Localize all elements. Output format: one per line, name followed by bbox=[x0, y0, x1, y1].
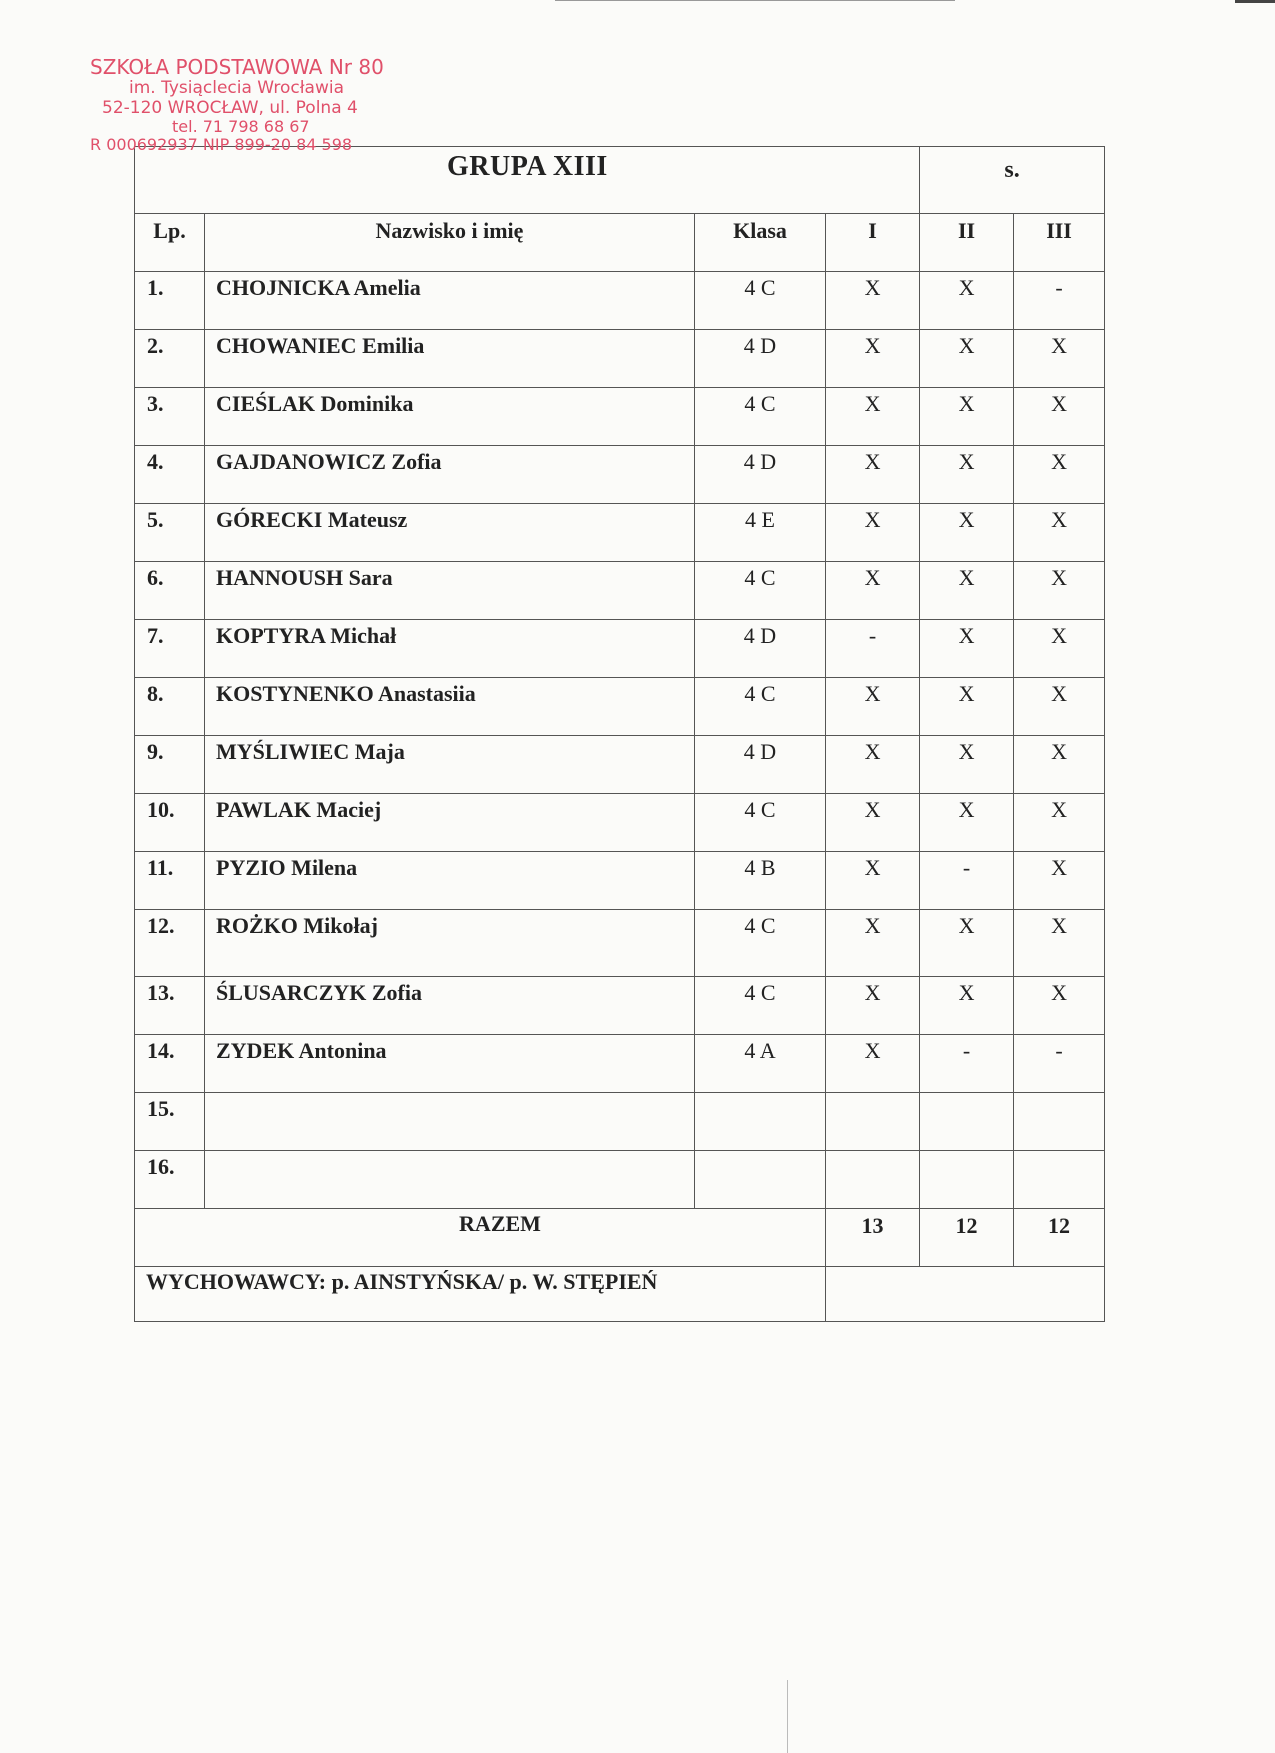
student-name-cell bbox=[205, 736, 695, 794]
table-row bbox=[135, 272, 1105, 330]
mark-ii: X bbox=[958, 333, 975, 358]
class-cell: 4 E bbox=[745, 507, 775, 532]
row-number: 9. bbox=[147, 739, 164, 764]
class-cell: 4 D bbox=[743, 739, 777, 764]
row-number-cell bbox=[135, 388, 205, 446]
mark-ii-cell bbox=[920, 272, 1014, 330]
row-number-cell bbox=[135, 504, 205, 562]
mark-iii-cell bbox=[1014, 504, 1105, 562]
row-number-cell bbox=[135, 910, 205, 977]
mark-ii-cell bbox=[920, 620, 1014, 678]
mark-iii-cell bbox=[1014, 1151, 1105, 1209]
class-cell: 4 D bbox=[743, 623, 777, 648]
class-cell: 4 C bbox=[744, 681, 776, 706]
mark-ii-cell bbox=[920, 1035, 1014, 1093]
class-cell-cell bbox=[695, 1035, 826, 1093]
row-number-cell bbox=[135, 330, 205, 388]
mark-iii: X bbox=[1051, 681, 1067, 706]
mark-iii: - bbox=[1055, 1038, 1063, 1063]
student-name-cell bbox=[205, 1151, 695, 1209]
mark-i-cell bbox=[826, 977, 920, 1035]
group-table bbox=[134, 146, 1105, 1322]
class-cell-cell bbox=[695, 977, 826, 1035]
student-name: ZYDEK Antonina bbox=[216, 1038, 387, 1063]
class-cell-cell bbox=[695, 330, 826, 388]
student-name: PAWLAK Maciej bbox=[216, 797, 382, 822]
mark-ii: X bbox=[958, 681, 975, 706]
column-header-iii bbox=[1014, 214, 1105, 272]
mark-i: X bbox=[864, 507, 881, 532]
class-cell bbox=[695, 1093, 825, 1096]
mark-ii: X bbox=[958, 913, 975, 938]
mark-iii: X bbox=[1051, 739, 1067, 764]
row-number-cell bbox=[135, 977, 205, 1035]
row-number: 5. bbox=[147, 507, 164, 532]
mark-iii-cell bbox=[1014, 330, 1105, 388]
class-cell: 4 D bbox=[743, 333, 777, 358]
table-row bbox=[135, 1151, 1105, 1209]
mark-i-cell bbox=[826, 910, 920, 977]
mark-iii-cell bbox=[1014, 620, 1105, 678]
student-name: HANNOUSH Sara bbox=[216, 565, 393, 590]
mark-iii-cell bbox=[1014, 852, 1105, 910]
stamp-line-school: SZKOŁA PODSTAWOWA Nr 80 bbox=[90, 55, 384, 79]
class-cell: 4 B bbox=[744, 855, 776, 880]
mark-ii-cell bbox=[920, 562, 1014, 620]
student-name-cell bbox=[205, 272, 695, 330]
table-row bbox=[135, 388, 1105, 446]
student-name bbox=[205, 1151, 694, 1154]
mark-ii-cell bbox=[920, 504, 1014, 562]
mark-ii-cell bbox=[920, 852, 1014, 910]
mark-i-cell bbox=[826, 504, 920, 562]
class-cell: 4 D bbox=[743, 449, 777, 474]
table-row bbox=[135, 620, 1105, 678]
row-number: 16. bbox=[147, 1154, 175, 1179]
mark-iii: X bbox=[1051, 565, 1067, 590]
student-name: KOPTYRA Michał bbox=[216, 623, 397, 648]
row-number: 1. bbox=[147, 275, 164, 300]
summary-ii: 12 bbox=[955, 1213, 978, 1238]
mark-i-cell bbox=[826, 1151, 920, 1209]
row-number-cell bbox=[135, 1151, 205, 1209]
table-row bbox=[135, 1035, 1105, 1093]
scan-edge-bottom bbox=[787, 1680, 788, 1753]
table-row bbox=[135, 910, 1105, 977]
mark-i-cell bbox=[826, 794, 920, 852]
mark-i-cell bbox=[826, 678, 920, 736]
mark-i-cell bbox=[826, 852, 920, 910]
row-number-cell bbox=[135, 446, 205, 504]
mark-iii: X bbox=[1051, 797, 1067, 822]
row-number: 2. bbox=[147, 333, 164, 358]
stamp-line-ids: R 000692937 NIP 899-20 84 598 bbox=[90, 135, 353, 155]
mark-ii: X bbox=[958, 980, 975, 1005]
mark-ii-cell bbox=[920, 1151, 1014, 1209]
class-cell-cell bbox=[695, 910, 826, 977]
column-header-label: Klasa bbox=[733, 218, 787, 243]
footer-row bbox=[135, 1267, 1105, 1322]
class-cell: 4 C bbox=[744, 391, 776, 416]
mark-i: X bbox=[864, 739, 881, 764]
mark-i-cell bbox=[826, 620, 920, 678]
mark-iii-cell bbox=[1014, 1035, 1105, 1093]
column-header-label: II bbox=[957, 218, 976, 243]
table-row bbox=[135, 852, 1105, 910]
school-stamp bbox=[90, 56, 420, 155]
student-name: ŚLUSARCZYK Zofia bbox=[216, 980, 422, 1005]
column-header-label: Lp. bbox=[153, 218, 186, 243]
table-row bbox=[135, 1093, 1105, 1151]
class-cell bbox=[695, 1151, 825, 1154]
student-name-cell bbox=[205, 678, 695, 736]
class-cell: 4 C bbox=[744, 565, 776, 590]
row-number-cell bbox=[135, 620, 205, 678]
mark-iii-cell bbox=[1014, 446, 1105, 504]
mark-ii: - bbox=[962, 1038, 971, 1063]
mark-iii-cell bbox=[1014, 388, 1105, 446]
class-cell-cell bbox=[695, 446, 826, 504]
table-row bbox=[135, 678, 1105, 736]
row-number-cell bbox=[135, 794, 205, 852]
class-cell: 4 C bbox=[744, 797, 776, 822]
class-cell-cell bbox=[695, 504, 826, 562]
mark-iii-cell bbox=[1014, 562, 1105, 620]
row-number-cell bbox=[135, 736, 205, 794]
mark-ii-cell bbox=[920, 736, 1014, 794]
mark-iii: - bbox=[1055, 275, 1063, 300]
mark-i bbox=[826, 1093, 919, 1096]
mark-i: X bbox=[864, 391, 881, 416]
summary-iii-cell bbox=[1014, 1209, 1105, 1267]
student-name: MYŚLIWIEC Maja bbox=[216, 739, 405, 764]
class-cell: 4 C bbox=[744, 913, 776, 938]
group-title: GRUPA XIII bbox=[447, 151, 608, 182]
row-number: 14. bbox=[147, 1038, 175, 1063]
row-number-cell bbox=[135, 272, 205, 330]
mark-ii: X bbox=[958, 739, 975, 764]
column-header-label: III bbox=[1046, 218, 1072, 243]
student-name-cell bbox=[205, 330, 695, 388]
class-cell-cell bbox=[695, 1151, 826, 1209]
mark-iii-cell bbox=[1014, 272, 1105, 330]
teachers-label: WYCHOWAWCY: p. AINSTYŃSKA/ p. W. STĘPIEŃ bbox=[146, 1269, 658, 1294]
mark-i-cell bbox=[826, 388, 920, 446]
summary-iii: 12 bbox=[1048, 1213, 1071, 1238]
scan-mark-corner bbox=[1235, 0, 1275, 3]
mark-iii: X bbox=[1051, 855, 1067, 880]
student-name: CIEŚLAK Dominika bbox=[216, 391, 414, 416]
table-row bbox=[135, 736, 1105, 794]
student-name: GAJDANOWICZ Zofia bbox=[216, 449, 442, 474]
row-number: 10. bbox=[147, 797, 175, 822]
student-name: ROŻKO Mikołaj bbox=[216, 913, 378, 938]
class-cell-cell bbox=[695, 678, 826, 736]
student-name bbox=[205, 1093, 694, 1096]
student-name-cell bbox=[205, 504, 695, 562]
mark-iii-cell bbox=[1014, 794, 1105, 852]
column-header-label: I bbox=[868, 218, 877, 243]
mark-iii bbox=[1014, 1151, 1104, 1154]
footer-empty-cell bbox=[826, 1267, 1105, 1322]
mark-iii-cell bbox=[1014, 910, 1105, 977]
class-cell: 4 C bbox=[744, 275, 776, 300]
student-name-cell bbox=[205, 794, 695, 852]
student-name-cell bbox=[205, 977, 695, 1035]
summary-label: RAZEM bbox=[459, 1211, 541, 1236]
mark-i: X bbox=[864, 275, 881, 300]
mark-i: X bbox=[864, 333, 881, 358]
student-name-cell bbox=[205, 562, 695, 620]
mark-iii: X bbox=[1051, 913, 1067, 938]
summary-i-cell bbox=[826, 1209, 920, 1267]
mark-i: X bbox=[864, 565, 881, 590]
mark-iii-cell bbox=[1014, 678, 1105, 736]
mark-iii-cell bbox=[1014, 1093, 1105, 1151]
mark-i: - bbox=[868, 623, 877, 648]
mark-ii bbox=[920, 1093, 1013, 1096]
column-header-label: Nazwisko i imię bbox=[375, 218, 524, 243]
mark-ii: - bbox=[962, 855, 971, 880]
mark-i-cell bbox=[826, 562, 920, 620]
mark-i-cell bbox=[826, 1093, 920, 1151]
mark-i-cell bbox=[826, 330, 920, 388]
class-cell-cell bbox=[695, 852, 826, 910]
mark-ii-cell bbox=[920, 446, 1014, 504]
mark-i bbox=[826, 1151, 919, 1154]
mark-iii: X bbox=[1051, 333, 1067, 358]
student-name-cell bbox=[205, 446, 695, 504]
mark-ii-cell bbox=[920, 910, 1014, 977]
row-number: 13. bbox=[147, 980, 175, 1005]
column-header-ii bbox=[920, 214, 1014, 272]
side-cell bbox=[920, 147, 1105, 214]
mark-ii: X bbox=[958, 507, 975, 532]
row-number-cell bbox=[135, 562, 205, 620]
student-name: KOSTYNENKO Anastasiia bbox=[216, 681, 476, 706]
summary-ii-cell bbox=[920, 1209, 1014, 1267]
mark-iii bbox=[1014, 1093, 1104, 1096]
mark-iii: X bbox=[1051, 449, 1067, 474]
student-name-cell bbox=[205, 910, 695, 977]
class-cell-cell bbox=[695, 736, 826, 794]
mark-ii-cell bbox=[920, 388, 1014, 446]
table-row bbox=[135, 977, 1105, 1035]
column-header-lp bbox=[135, 214, 205, 272]
mark-i: X bbox=[864, 681, 881, 706]
student-name-cell bbox=[205, 388, 695, 446]
student-name: CHOWANIEC Emilia bbox=[216, 333, 425, 358]
row-number: 8. bbox=[147, 681, 164, 706]
mark-i: X bbox=[864, 980, 881, 1005]
table-row bbox=[135, 446, 1105, 504]
row-number: 3. bbox=[147, 391, 164, 416]
class-cell: 4 A bbox=[744, 1038, 776, 1063]
mark-ii-cell bbox=[920, 678, 1014, 736]
table-row bbox=[135, 504, 1105, 562]
mark-i: X bbox=[864, 913, 881, 938]
student-name: GÓRECKI Mateusz bbox=[216, 507, 408, 532]
mark-i-cell bbox=[826, 1035, 920, 1093]
class-cell-cell bbox=[695, 620, 826, 678]
table-row bbox=[135, 562, 1105, 620]
mark-i: X bbox=[864, 1038, 881, 1063]
mark-ii-cell bbox=[920, 794, 1014, 852]
row-number: 6. bbox=[147, 565, 164, 590]
mark-ii-cell bbox=[920, 330, 1014, 388]
mark-i: X bbox=[864, 797, 881, 822]
summary-row bbox=[135, 1209, 1105, 1267]
mark-iii-cell bbox=[1014, 977, 1105, 1035]
table-row bbox=[135, 794, 1105, 852]
column-header-i bbox=[826, 214, 920, 272]
class-cell-cell bbox=[695, 272, 826, 330]
title-row bbox=[135, 147, 1105, 214]
mark-ii: X bbox=[958, 275, 975, 300]
column-header-row bbox=[135, 214, 1105, 272]
stamp-line-address: 52-120 WROCŁAW, ul. Polna 4 bbox=[102, 97, 358, 118]
row-number-cell bbox=[135, 678, 205, 736]
row-number-cell bbox=[135, 852, 205, 910]
class-cell-cell bbox=[695, 1093, 826, 1151]
mark-iii: X bbox=[1051, 391, 1067, 416]
student-name-cell bbox=[205, 620, 695, 678]
mark-ii: X bbox=[958, 449, 975, 474]
table-row bbox=[135, 330, 1105, 388]
student-name: CHOJNICKA Amelia bbox=[216, 275, 421, 300]
mark-ii-cell bbox=[920, 977, 1014, 1035]
class-cell-cell bbox=[695, 388, 826, 446]
mark-ii: X bbox=[958, 623, 975, 648]
scan-edge-top bbox=[555, 0, 955, 1]
side-label: s. bbox=[1004, 157, 1020, 183]
mark-i-cell bbox=[826, 736, 920, 794]
row-number: 4. bbox=[147, 449, 164, 474]
student-name-cell bbox=[205, 1093, 695, 1151]
row-number: 11. bbox=[147, 855, 174, 880]
summary-label-cell bbox=[135, 1209, 826, 1267]
mark-ii bbox=[920, 1151, 1013, 1154]
mark-i: X bbox=[864, 855, 881, 880]
class-cell-cell bbox=[695, 562, 826, 620]
student-name: PYZIO Milena bbox=[216, 855, 358, 880]
row-number-cell bbox=[135, 1093, 205, 1151]
mark-iii: X bbox=[1051, 507, 1067, 532]
student-name-cell bbox=[205, 852, 695, 910]
mark-iii: X bbox=[1051, 623, 1067, 648]
class-cell-cell bbox=[695, 794, 826, 852]
mark-i: X bbox=[864, 449, 881, 474]
mark-i-cell bbox=[826, 272, 920, 330]
stamp-line-phone: tel. 71 798 68 67 bbox=[172, 117, 310, 137]
mark-iii-cell bbox=[1014, 736, 1105, 794]
row-number: 15. bbox=[147, 1096, 175, 1121]
mark-ii: X bbox=[958, 565, 975, 590]
class-cell: 4 C bbox=[744, 980, 776, 1005]
mark-ii: X bbox=[958, 391, 975, 416]
mark-i-cell bbox=[826, 446, 920, 504]
mark-ii: X bbox=[958, 797, 975, 822]
student-name-cell bbox=[205, 1035, 695, 1093]
row-number-cell bbox=[135, 1035, 205, 1093]
stamp-line-patron: im. Tysiąclecia Wrocławia bbox=[129, 78, 345, 98]
footer-label-cell bbox=[135, 1267, 826, 1322]
column-header-klasa bbox=[695, 214, 826, 272]
mark-iii: X bbox=[1051, 980, 1067, 1005]
mark-ii-cell bbox=[920, 1093, 1014, 1151]
row-number: 12. bbox=[147, 913, 175, 938]
summary-i: 13 bbox=[861, 1213, 884, 1238]
group-title-cell bbox=[135, 147, 920, 214]
column-header-name bbox=[205, 214, 695, 272]
row-number: 7. bbox=[147, 623, 164, 648]
